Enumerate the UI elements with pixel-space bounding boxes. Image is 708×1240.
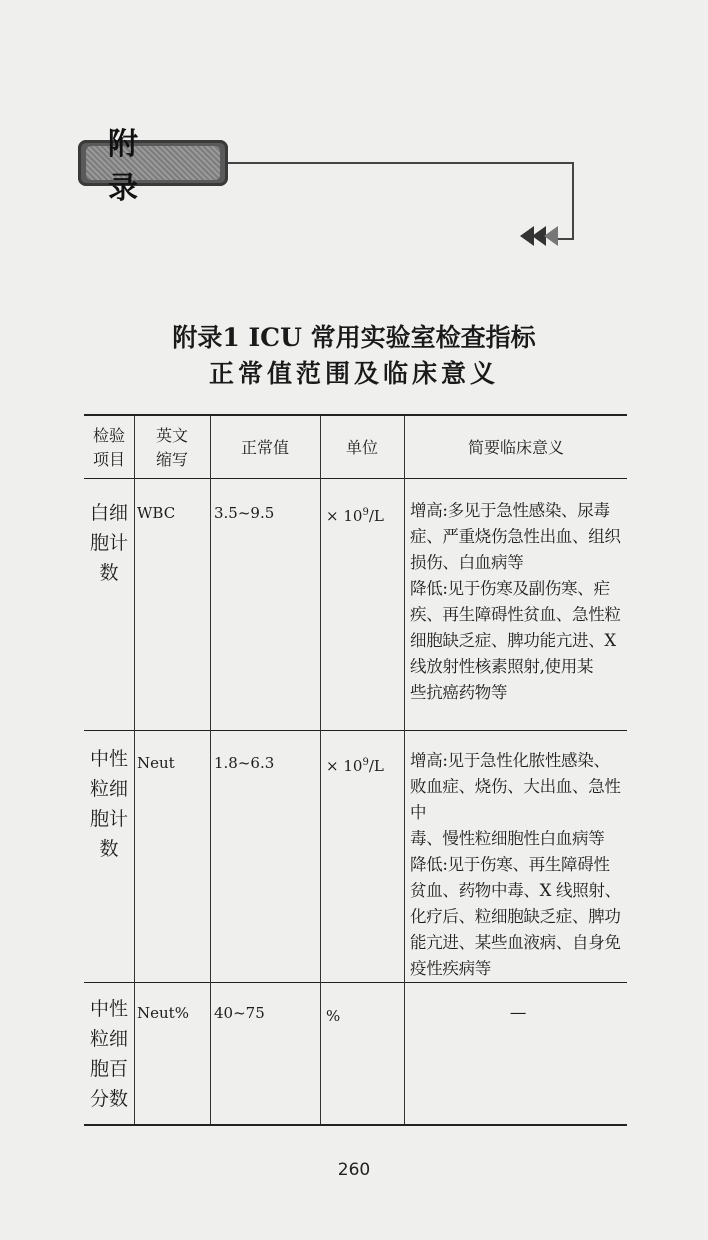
table-column-divider (210, 416, 211, 1124)
table-top-rule (84, 414, 627, 416)
appendix-badge (78, 127, 228, 206)
row-normal: 3.5~9.5 (214, 504, 275, 522)
row-item: 中性 粒细 胞百 分数 (89, 998, 128, 1110)
page-title-line2: 正常值范围及临床意义 (208, 359, 499, 388)
row-abbr: Neut% (137, 1004, 189, 1022)
row-unit: % (326, 1007, 341, 1025)
table-column-divider (134, 416, 135, 1124)
row-abbr: Neut (137, 754, 175, 772)
row-meaning: 增高:见于急性化脓性感染、 败血症、烧伤、大出血、急性中 毒、慢性粒细胞性白血病等 降低:见于伤寒、再生障碍性 贫血、药物中毒、X 线照射、 化疗后、粒细胞缺乏症、脾功 能亢进、某些血液病、自身免 疫性疾病等 (410, 751, 621, 978)
header-rule-right (572, 162, 574, 240)
table-row-rule (84, 982, 627, 983)
row-normal: 40~75 (214, 1004, 265, 1022)
triple-arrow-icon (520, 226, 556, 246)
row-meaning: — (509, 1003, 527, 1022)
header-meaning: 简要临床意义 (467, 438, 564, 457)
page-title-line1: 附录1 ICU 常用实验室检查指标 (172, 323, 536, 352)
table-column-divider (404, 416, 405, 1124)
row-unit: × $10^9/L$ (326, 757, 384, 775)
row-unit: × $10^9/L$ (326, 507, 384, 525)
table-row-rule (84, 730, 627, 731)
header-unit: 单位 (345, 438, 378, 457)
row-normal: 1.8~6.3 (214, 754, 275, 772)
appendix-badge-label: 附 录 (108, 127, 160, 206)
row-abbr: WBC (137, 504, 176, 522)
table-header-rule (84, 478, 627, 479)
row-item: 白细 胞计 数 (89, 502, 128, 584)
table-bottom-rule (84, 1124, 627, 1126)
appendix-badge-inner (86, 127, 220, 206)
header-rule-bottom (556, 238, 574, 240)
row-meaning: 增高:多见于急性感染、尿毒 症、严重烧伤急性出血、组织 损伤、白血病等 降低:见于伤寒及副伤寒、疟 疾、再生障碍性贫血、急性粒 细胞缺乏症、脾功能亢进、X 线放射性核素照射,使用某 些抗癌药物等 (410, 501, 621, 702)
row-item: 中性 粒细 胞计 数 (89, 748, 128, 860)
table-column-divider (320, 416, 321, 1124)
header-normal: 正常值 (240, 438, 289, 457)
page-number: 260 (337, 1160, 371, 1180)
header-item: 检验 项目 (92, 426, 125, 469)
header-rule-top (228, 162, 574, 164)
header-abbr: 英文 缩写 (155, 426, 188, 469)
